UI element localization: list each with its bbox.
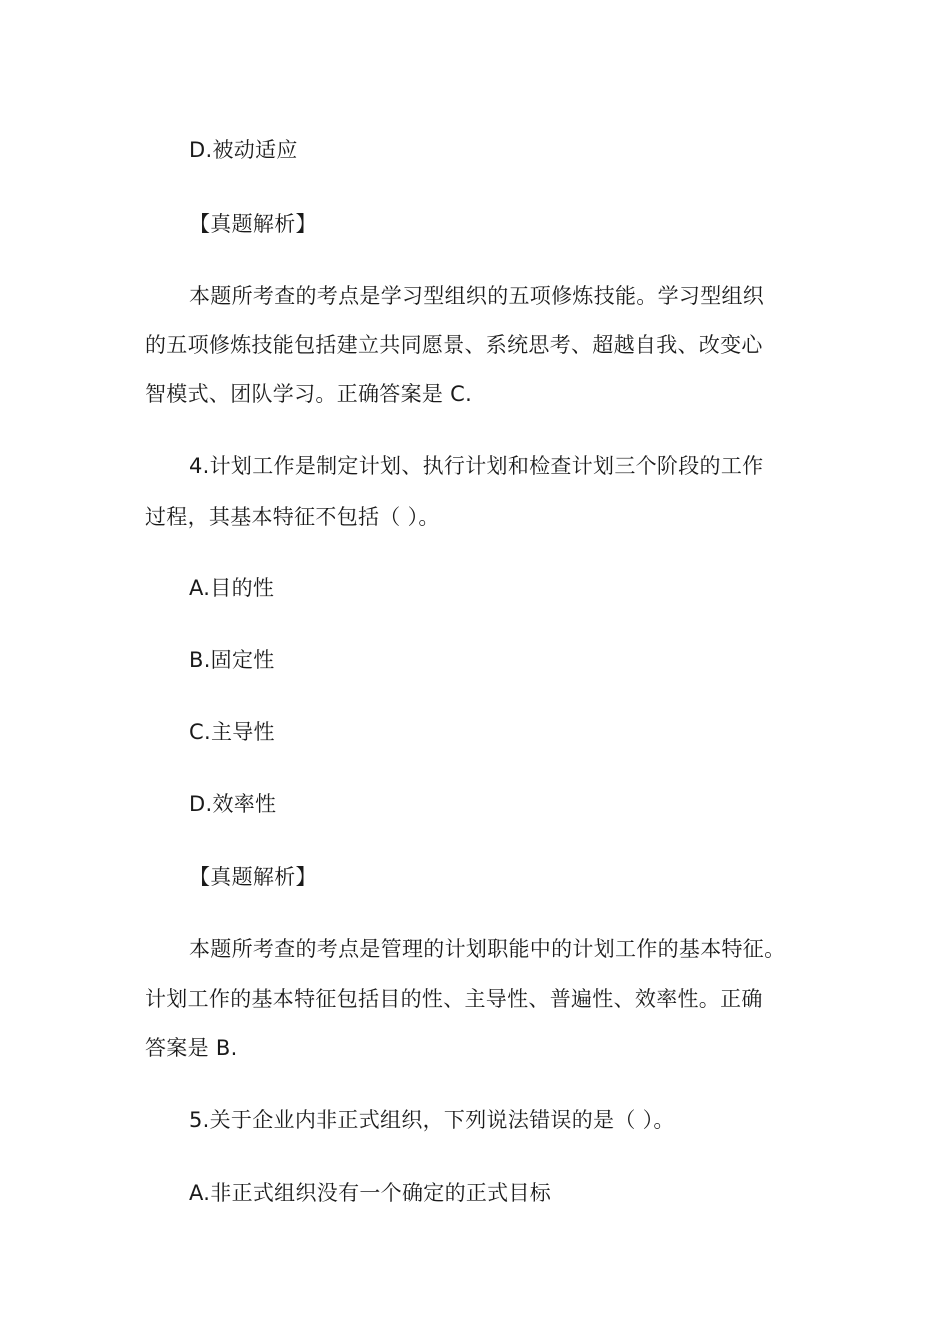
- q4-analysis-line-3: 答案是 B.: [145, 1036, 238, 1060]
- q4-option-d: D.效率性: [189, 792, 277, 816]
- q3-analysis-line-2: 的五项修炼技能包括建立共同愿景、系统思考、超越自我、改变心: [145, 333, 763, 357]
- q4-analysis-line-1: 本题所考查的考点是管理的计划职能中的计划工作的基本特征。: [189, 937, 786, 961]
- q3-analysis-line-3: 智模式、团队学习。正确答案是 C.: [145, 382, 473, 406]
- q5-option-a: A.非正式组织没有一个确定的正式目标: [189, 1181, 552, 1205]
- q4-question-line-1: 4.计划工作是制定计划、执行计划和检查计划三个阶段的工作: [189, 454, 764, 478]
- q4-option-c: C.主导性: [189, 720, 275, 744]
- q4-question-line-2: 过程，其基本特征不包括（ ）。: [145, 505, 440, 529]
- q4-option-b: B.固定性: [189, 648, 275, 672]
- q3-option-d: D.被动适应: [189, 138, 298, 162]
- q3-analysis-heading: 【真题解析】: [189, 212, 317, 236]
- q4-analysis-heading: 【真题解析】: [189, 865, 317, 889]
- q4-analysis-line-2: 计划工作的基本特征包括目的性、主导性、普遍性、效率性。正确: [145, 987, 763, 1011]
- q5-question-line-1: 5.关于企业内非正式组织，下列说法错误的是（ ）。: [189, 1108, 675, 1132]
- q3-analysis-line-1: 本题所考查的考点是学习型组织的五项修炼技能。学习型组织: [189, 284, 765, 308]
- q4-option-a: A.目的性: [189, 576, 275, 600]
